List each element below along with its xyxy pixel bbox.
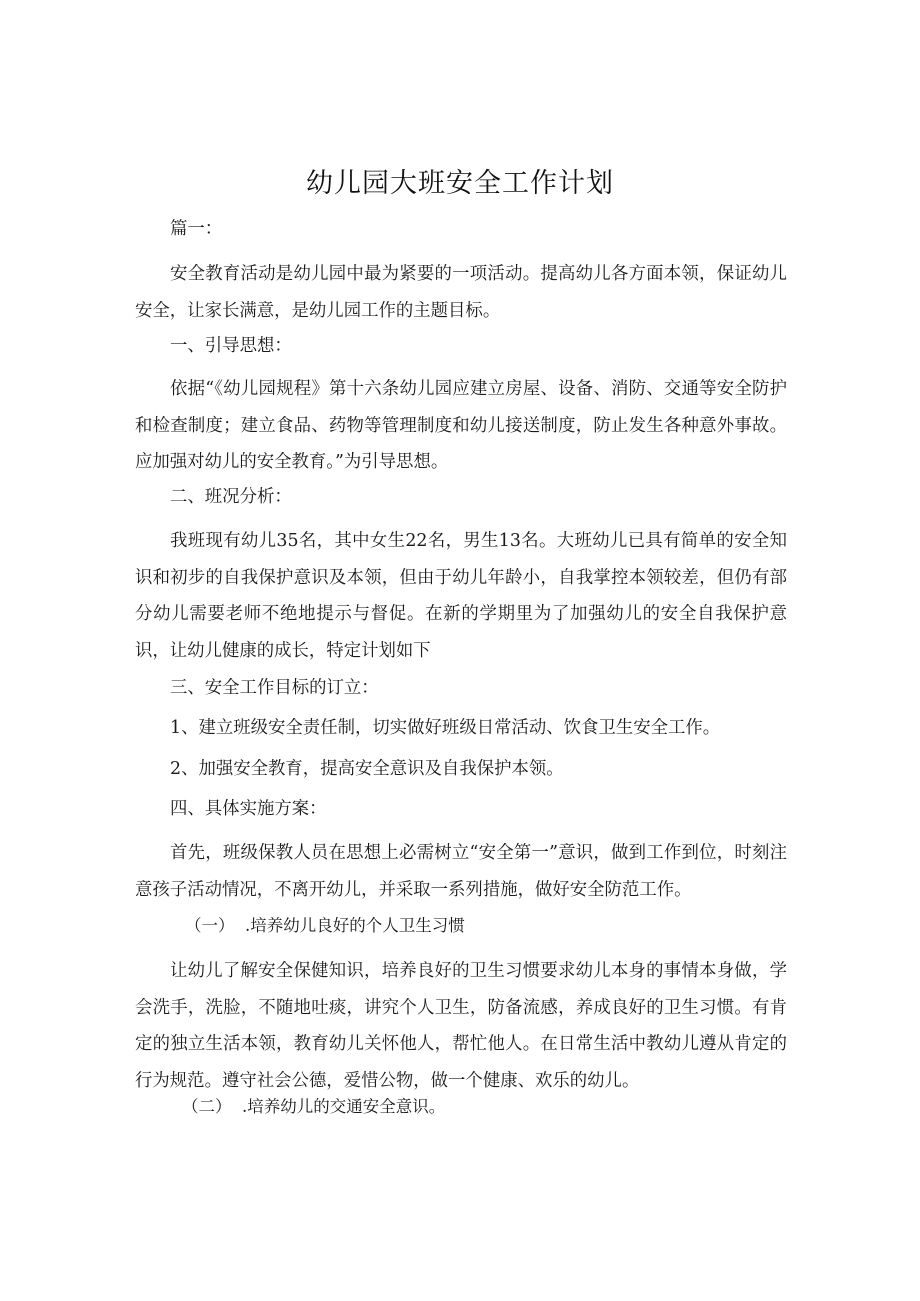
section-3-item-1: 1、建立班级安全责任制，切实做好班级日常活动、饮食卫生安全工作。 — [170, 718, 721, 738]
section-1-heading: 一、引导思想： — [170, 336, 292, 356]
section-2-paragraph: 我班现有幼儿35名，其中女生22名，男生13名。大班幼儿已具有简单的安全知识和初步的自我保护意识及本领，但由于幼儿年龄小，自我掌控本领较差，但仍有部分幼儿需要老师不绝地提示与督促。在新的学期里为了加强幼儿的安全自我保护意识，让幼儿健康的成长，特定计划如下 — [135, 531, 787, 661]
subsection-2-heading — [182, 1095, 445, 1119]
section-4-heading: 四、具体实施方案： — [170, 799, 327, 819]
subsection-1-number: （一） — [185, 916, 235, 935]
subsection-2-title: .培养幼儿的交通安全意识。 — [242, 1097, 446, 1116]
page-title: 幼儿园大班安全工作计划 — [306, 168, 614, 199]
section-4-paragraph: 首先，班级保教人员在思想上必需树立“安全第一”意识，做到工作到位，时刻注意孩子活动情况，不离开幼儿，并采取一系列措施，做好安全防范工作。 — [135, 843, 787, 900]
subsection-2-number: （二） — [182, 1097, 232, 1116]
section-2-heading: 二、班况分析： — [170, 487, 292, 507]
intro-paragraph: 安全教育活动是幼儿园中最为紧要的一项活动。提高幼儿各方面本领，保证幼儿安全，让家长满意，是幼儿园工作的主题目标。 — [135, 264, 787, 321]
section-1-paragraph: 依据“《幼儿园规程》第十六条幼儿园应建立房屋、设备、消防、交通等安全防护和检查制度；建立食品、药物等管理制度和幼儿接送制度，防止发生各种意外事故。应加强对幼儿的安全教育。”为引导思想。 — [135, 379, 787, 472]
section-3-item-2: 2、加强安全教育，提高安全意识及自我保护本领。 — [170, 759, 564, 779]
section-3-heading: 三、安全工作目标的订立： — [170, 678, 379, 698]
part-label: 篇一： — [170, 219, 223, 239]
subsection-1-heading — [185, 914, 465, 938]
subsection-1-paragraph: 让幼儿了解安全保健知识，培养良好的卫生习惯要求幼儿本身的事情本身做，学会洗手，洗脸，不随地吐痰，讲究个人卫生，防备流感，养成良好的卫生习惯。有肯定的独立生活本领，教育幼儿关怀他人，帮忙他人。在日常生活中教幼儿遵从肯定的行为规范。遵守社会公德，爱惜公物，做一个健康、欢乐的幼儿。 — [135, 961, 787, 1091]
subsection-1-title: .培养幼儿良好的个人卫生习惯 — [245, 916, 465, 935]
